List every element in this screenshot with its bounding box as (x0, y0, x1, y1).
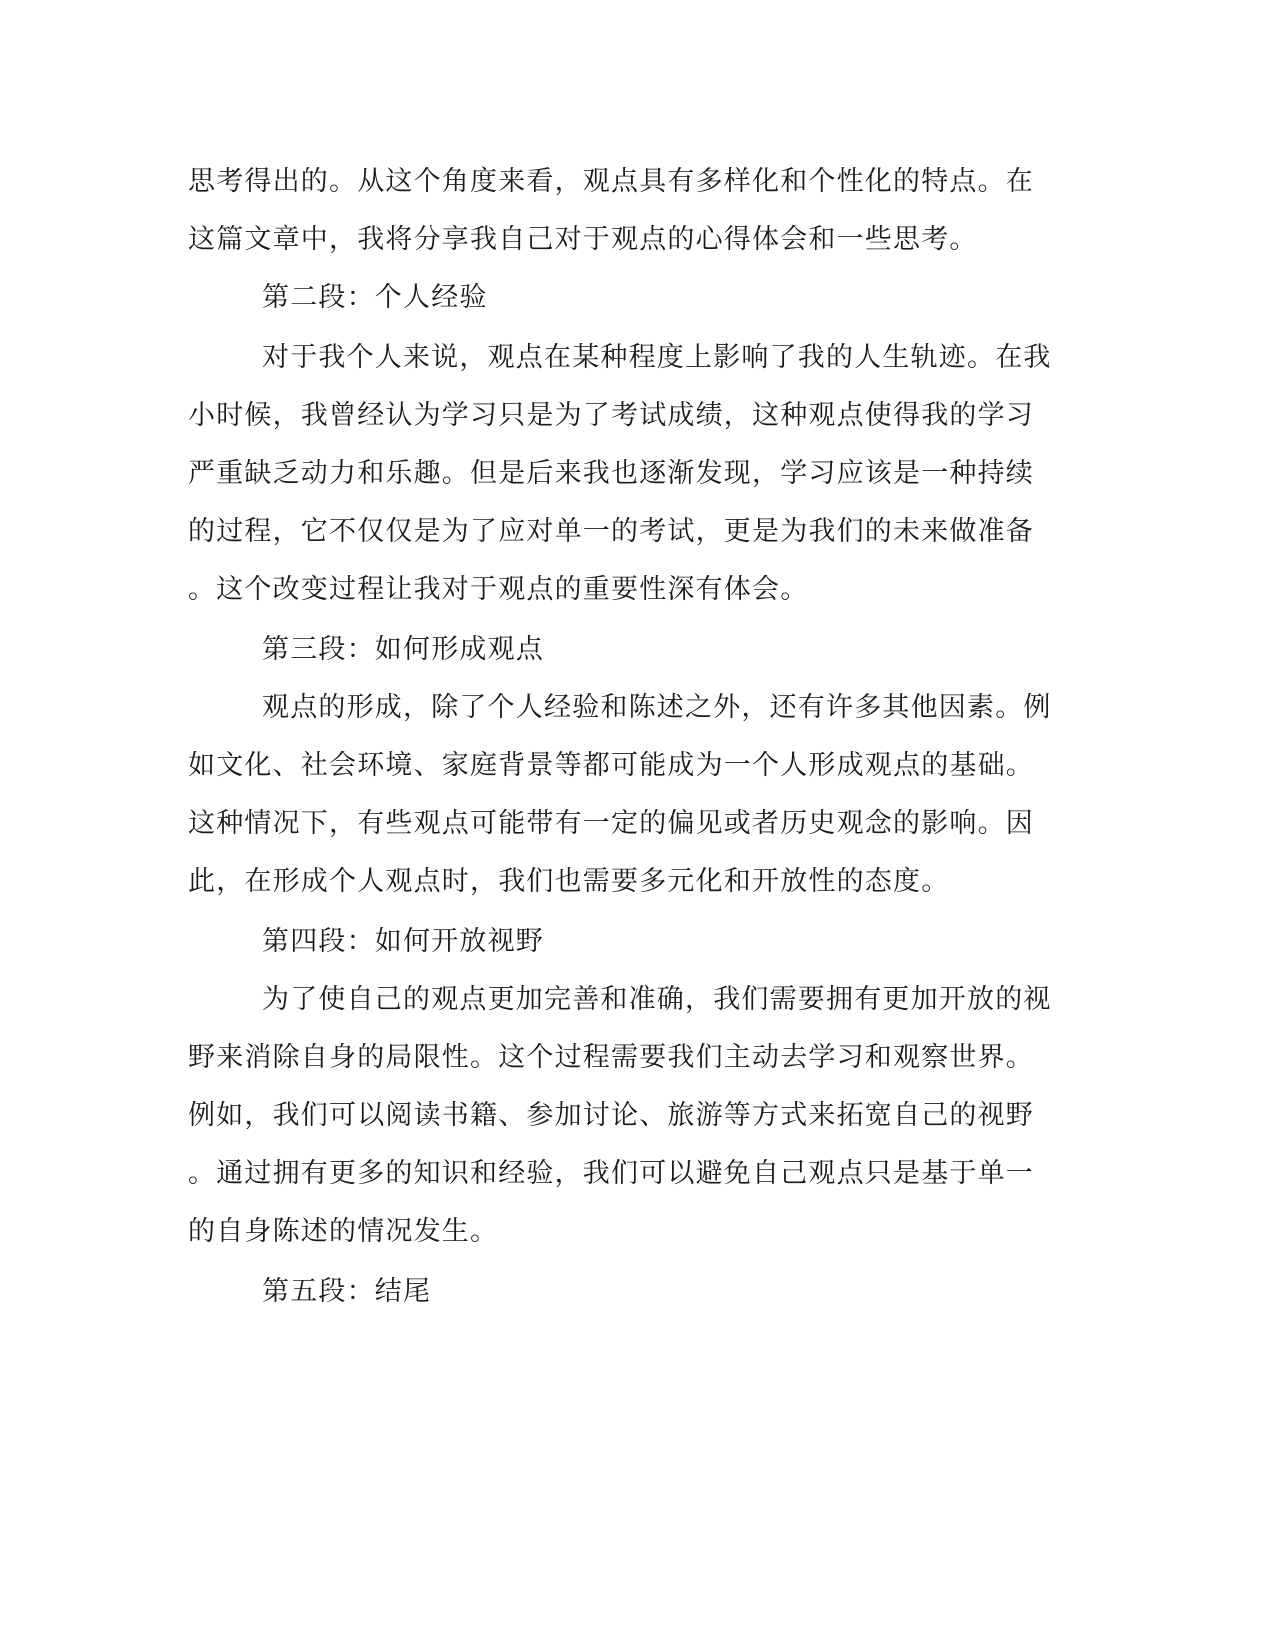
section3-line-1: 观点的形成，除了个人经验和陈述之外，还有许多其他因素。例 (262, 692, 1052, 723)
section3-line-2: 如文化、社会环境、家庭背景等都可能成为一个人形成观点的基础。 (188, 750, 1034, 781)
section4-line-3: 例如，我们可以阅读书籍、参加讨论、旅游等方式来拓宽自己的视野 (188, 1100, 1034, 1131)
section5-heading: 第五段：结尾 (262, 1276, 432, 1307)
section3-line-4: 此，在形成个人观点时，我们也需要多元化和开放性的态度。 (188, 866, 950, 897)
section2-line-2: 小时候，我曾经认为学习只是为了考试成绩，这种观点使得我的学习 (188, 400, 1034, 431)
intro-line-2: 这篇文章中，我将分享我自己对于观点的心得体会和一些思考。 (188, 224, 978, 255)
section4-line-1: 为了使自己的观点更加完善和准确，我们需要拥有更加开放的视 (262, 984, 1052, 1015)
section2-line-5: 。这个改变过程让我对于观点的重要性深有体会。 (188, 574, 809, 605)
section3-line-3: 这种情况下，有些观点可能带有一定的偏见或者历史观念的影响。因 (188, 808, 1034, 839)
section3-heading: 第三段：如何形成观点 (262, 634, 544, 665)
section4-line-2: 野来消除自身的局限性。这个过程需要我们主动去学习和观察世界。 (188, 1042, 1034, 1073)
section4-line-5: 的自身陈述的情况发生。 (188, 1216, 499, 1247)
intro-line-1: 思考得出的。从这个角度来看，观点具有多样化和个性化的特点。在 (188, 166, 1034, 197)
section2-line-4: 的过程，它不仅仅是为了应对单一的考试，更是为我们的未来做准备 (188, 516, 1034, 547)
section2-heading: 第二段：个人经验 (262, 282, 488, 313)
section4-heading: 第四段：如何开放视野 (262, 926, 544, 957)
section2-line-3: 严重缺乏动力和乐趣。但是后来我也逐渐发现，学习应该是一种持续 (188, 458, 1034, 489)
section2-line-1: 对于我个人来说，观点在某种程度上影响了我的人生轨迹。在我 (262, 342, 1052, 373)
section4-line-4: 。通过拥有更多的知识和经验，我们可以避免自己观点只是基于单一 (188, 1158, 1034, 1189)
